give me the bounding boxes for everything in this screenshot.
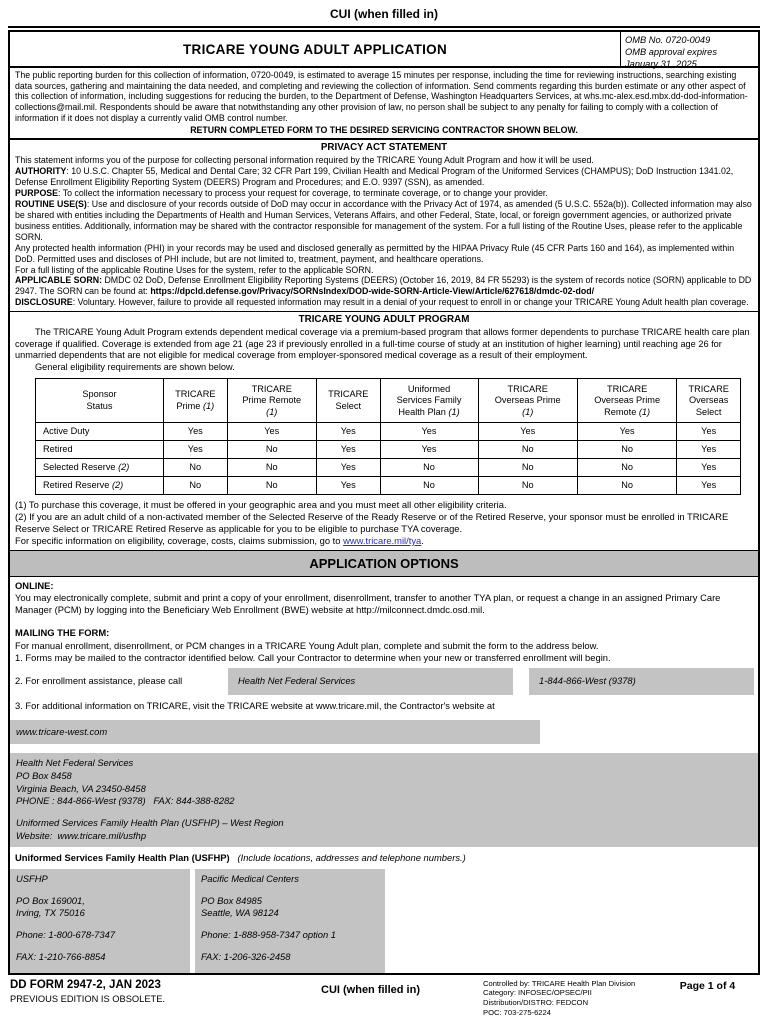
mailing-label: MAILING THE FORM: bbox=[15, 627, 110, 639]
usfhp-location-box-1[interactable]: USFHP PO Box 169001, Irving, TX 75016 Phone: 1-800-678-7347 FAX: 1-210-766-8854 bbox=[10, 869, 190, 973]
eligibility-cell: Yes bbox=[316, 441, 380, 459]
phi-paragraph: Any protected health information (PHI) in your records may be used and disclosed generally as permitted by the HIPAA Privacy Rule (45 CFR Parts 160 and 164), as implemented within DoD. Permitted uses and discloses of PHI include, but are not limited to, treatment, payment, and healthcare operations. bbox=[15, 242, 735, 264]
program-section bbox=[10, 311, 758, 550]
footer-form-id bbox=[10, 979, 258, 1004]
eligibility-cell: Yes bbox=[164, 441, 228, 459]
eligibility-cell: Yes bbox=[577, 423, 676, 441]
routine-use-paragraph: ROUTINE USE(S): Use and disclosure of your records outside of DoD may occur in accordance with the Privacy Act of 1974, as amended (5 U.S.C. 552a(b)). Collected information may also be shared with entities including the Departments of Health and Human Services, Veterans Affairs, and other Federal, State, local, or foreign government agencies, or authorized private business entities. Additionally, information may be shared with the contractor responsible for management of the system. For a full listing of the Routine Uses, please refer to the applicable SORN. bbox=[15, 199, 752, 242]
eligibility-cell: No bbox=[380, 477, 478, 495]
disclosure-paragraph: DISCLOSURE: Voluntary. However, failure to provide all requested information may result in a denial of your request to enroll in or change your TRICARE Young Adult health plan coverage. bbox=[15, 297, 749, 308]
routine-listing-line: For a full listing of the applicable Routine Uses for the system, refer to the applicable SORN. bbox=[15, 264, 374, 275]
sponsor-status-cell: Selected Reserve (2) bbox=[36, 459, 164, 477]
table-header-row bbox=[36, 379, 741, 423]
eligibility-table bbox=[35, 378, 741, 495]
cui-marking-bottom: CUI (when filled in) bbox=[321, 983, 420, 996]
usfhp-locations-row bbox=[10, 869, 758, 973]
eligibility-cell: No bbox=[577, 441, 676, 459]
eligibility-cell: Yes bbox=[380, 423, 478, 441]
controlled-by-block: Controlled by: TRICARE Health Plan Division Category: INFOSEC/OPSEC/PII Distribution/DISTRO: FEDCON POC: 703-275-6224 bbox=[483, 978, 636, 1018]
eligibility-cell: No bbox=[380, 459, 478, 477]
usfhp-heading-label: Uniformed Services Family Health Plan (USFHP) bbox=[15, 852, 230, 864]
sorn-url: https://dpcld.defense.gov/Privacy/SORNsIndex/DOD-wide-SORN-Article-View/Article/627618/dmdc-02-dod/ bbox=[150, 286, 595, 297]
column-header: TRICARE Select bbox=[316, 379, 380, 423]
privacy-act-heading: PRIVACY ACT STATEMENT bbox=[320, 142, 448, 154]
contractor-phone-field[interactable]: 1-844-866-West (9378) bbox=[529, 668, 754, 695]
purpose-label: PURPOSE bbox=[15, 188, 59, 199]
online-text: You may electronically complete, submit and print a copy of your enrollment, disenrollment, transfer to another TYA plan, or request a change in an assigned Primary Care Manager (PCM) by logging into the Beneficiary Web Enrollment (BWE) website at http://milconnect.dmdc.osd.mil. bbox=[15, 591, 721, 616]
table-row bbox=[36, 423, 741, 441]
purpose-paragraph: PURPOSE: To collect the information necessary to process your request for coverage, to terminate coverage, or to change your provider. bbox=[15, 188, 548, 199]
column-header: Sponsor Status bbox=[36, 379, 164, 423]
routine-use-label: ROUTINE USE(S) bbox=[15, 199, 87, 210]
omb-number: OMB No. 0720-0049 bbox=[625, 35, 711, 45]
eligibility-cell: No bbox=[227, 441, 316, 459]
contractor-address-block[interactable]: Health Net Federal Services PO Box 8458 Virginia Beach, VA 23450-8458 PHONE : 844-866-West (9378) FAX: 844-388-8282 Uniformed Services Family Health Plan (USFHP) – West Region Website: www.tricare.mil/usfhp bbox=[10, 753, 758, 847]
eligibility-cell: Yes bbox=[677, 441, 741, 459]
eligibility-cell: No bbox=[478, 477, 577, 495]
burden-statement: The public reporting burden for this collection of information, 0720-0049, is estimated to average 15 minutes per response, including the time for reviewing instructions, searching existing data sources, gathering and maintaining the data needed, and completing and reviewing the collection of information. Send comments regarding this burden estimate or any other aspect of this collection of information, including suggestions for reducing the burden, to the Department of Defense, Washington Headquarters Services, at whs.mc-alex.esd.mbx.dd-dod-information-collections@mail.mil. Respondents should be aware that notwithstanding any other provision of law, no person shall be subject to any penalty for failing to comply with a collection of information if it does not display a currently valid OMB control number. bbox=[15, 70, 748, 123]
return-instruction: RETURN COMPLETED FORM TO THE DESIRED SERVICING CONTRACTOR SHOWN BELOW. bbox=[190, 124, 578, 135]
edition-note: PREVIOUS EDITION IS OBSOLETE. bbox=[10, 993, 165, 1004]
eligibility-cell: Yes bbox=[677, 423, 741, 441]
eligibility-cell: Yes bbox=[677, 459, 741, 477]
column-header: TRICARE Prime Remote (1) bbox=[227, 379, 316, 423]
eligibility-cell: Yes bbox=[316, 477, 380, 495]
eligibility-cell: No bbox=[227, 477, 316, 495]
sponsor-status-cell: Retired Reserve (2) bbox=[36, 477, 164, 495]
privacy-intro: This statement informs you of the purpose for collecting personal information required by the TRICARE Young Adult Program and how it will be used. bbox=[15, 155, 594, 166]
top-rule bbox=[8, 26, 760, 28]
burden-statement-section bbox=[10, 68, 758, 138]
eligibility-cell: No bbox=[164, 459, 228, 477]
program-heading: TRICARE YOUNG ADULT PROGRAM bbox=[298, 314, 470, 326]
contractor-website-field[interactable]: www.tricare-west.com bbox=[10, 720, 540, 744]
disclosure-label: DISCLOSURE bbox=[15, 297, 73, 308]
note-1: (1) To purchase this coverage, it must be offered in your geographic area and you must meet all other eligibility criteria. bbox=[15, 499, 507, 511]
column-header: TRICARE Overseas Prime Remote (1) bbox=[577, 379, 676, 423]
mailing-text: For manual enrollment, disenrollment, or PCM changes in a TRICARE Young Adult plan, complete and submit the form to the address below. bbox=[15, 639, 599, 651]
eligibility-line: General eligibility requirements are shown below. bbox=[35, 361, 235, 372]
omb-block bbox=[620, 32, 758, 70]
mailing-item-3: 3. For additional information on TRICARE, visit the TRICARE website at www.tricare.mil, the Contractor's website at bbox=[15, 700, 495, 712]
usfhp-heading bbox=[10, 847, 758, 868]
cui-marking-top: CUI (when filled in) bbox=[330, 7, 438, 21]
note-3: For specific information on eligibility, coverage, costs, claims submission, go to www.tricare.mil/tya. bbox=[15, 534, 424, 546]
eligibility-cell: No bbox=[577, 477, 676, 495]
privacy-act-section bbox=[10, 138, 758, 311]
eligibility-cell: No bbox=[164, 477, 228, 495]
usfhp-location-box-2[interactable]: Pacific Medical Centers PO Box 84985 Seattle, WA 98124 Phone: 1-888-958-7347 option 1 FAX: 1-206-326-2458 bbox=[195, 869, 385, 973]
table-row bbox=[36, 477, 741, 495]
eligibility-cell: Yes bbox=[380, 441, 478, 459]
title-row bbox=[10, 32, 758, 68]
table-notes bbox=[15, 499, 753, 546]
form-page bbox=[8, 26, 760, 1018]
column-header: Uniformed Services Family Health Plan (1) bbox=[380, 379, 478, 423]
form-title: TRICARE YOUNG ADULT APPLICATION bbox=[182, 41, 448, 57]
page-number: Page 1 of 4 bbox=[679, 979, 736, 992]
eligibility-cell: No bbox=[577, 459, 676, 477]
eligibility-cell: No bbox=[478, 459, 577, 477]
eligibility-cell: Yes bbox=[677, 477, 741, 495]
mailing-item-2-label: 2. For enrollment assistance, please call bbox=[15, 675, 183, 687]
eligibility-cell: Yes bbox=[164, 423, 228, 441]
application-options-section bbox=[10, 577, 758, 973]
eligibility-cell: No bbox=[478, 441, 577, 459]
eligibility-cell: Yes bbox=[227, 423, 316, 441]
column-header: TRICARE Overseas Prime (1) bbox=[478, 379, 577, 423]
table-row bbox=[36, 441, 741, 459]
column-header: TRICARE Overseas Select bbox=[677, 379, 741, 423]
sponsor-status-cell: Retired bbox=[36, 441, 164, 459]
contractor-name-field[interactable]: Health Net Federal Services bbox=[228, 668, 513, 695]
sorn-label: APPLICABLE SORN: bbox=[15, 275, 102, 286]
authority-label: AUTHORITY bbox=[15, 166, 67, 177]
usfhp-heading-note: (Include locations, addresses and telephone numbers.) bbox=[237, 852, 466, 864]
tricare-tya-link[interactable]: www.tricare.mil/tya bbox=[343, 534, 422, 546]
online-label: ONLINE: bbox=[15, 579, 54, 591]
omb-expires-date: January 31, 2025 bbox=[625, 59, 697, 70]
eligibility-cell: No bbox=[227, 459, 316, 477]
form-number: DD FORM 2947-2, JAN 2023 bbox=[10, 978, 161, 991]
sponsor-status-cell: Active Duty bbox=[36, 423, 164, 441]
note-2: (2) If you are an adult child of a non-activated member of the Selected Reserve of the Ready Reserve or of the Retired Reserve, your sponsor must be enrolled in TRICARE Reserve Select or TRICARE Retired Reserve as applicable for you to be eligible to purchase TYA coverage. bbox=[15, 511, 729, 535]
program-description: The TRICARE Young Adult Program extends dependent medical coverage via a premium-based program that allows former dependents to purchase TRICARE health care plan coverage if qualified. Coverage is extended from age 21 (age 23 if previously enrolled in a full-time course of study at an institution of higher learning) until reaching age 26 for unmarried dependents that are not eligible for medical coverage from employer-sponsored medical coverage as a result of their employment. bbox=[15, 327, 750, 361]
mailing-item-1: 1. Forms may be mailed to the contractor identified below. Call your Contractor to determine when your new or transferred enrollment will begin. bbox=[15, 651, 611, 663]
sorn-paragraph: APPLICABLE SORN: DMDC 02 DoD, Defense Enrollment Eligibility Reporting Systems (DEERS) (October 16, 2019, 84 FR 55293) is the system of records notice (SORN) applicable to DD 2947. The SORN can be found at: https://dpcld.defense.gov/Privacy/SORNsIndex/DOD-wide-SORN-Article-View/Article/627618/dmdc-02-dod/ bbox=[15, 275, 752, 297]
application-options-banner: APPLICATION OPTIONS bbox=[10, 550, 758, 577]
omb-expires-label: OMB approval expires bbox=[625, 47, 717, 58]
form-body bbox=[8, 30, 760, 975]
eligibility-cell: Yes bbox=[478, 423, 577, 441]
eligibility-cell: Yes bbox=[316, 459, 380, 477]
column-header: TRICARE Prime (1) bbox=[164, 379, 228, 423]
eligibility-cell: Yes bbox=[316, 423, 380, 441]
table-row bbox=[36, 459, 741, 477]
page-footer bbox=[8, 975, 760, 1018]
authority-paragraph: AUTHORITY: 10 U.S.C. Chapter 55, Medical and Dental Care; 32 CFR Part 199, Civilian Health and Medical Program of the Uniformed Services (CHAMPUS); DoD Instruction 1341.02, Defense Enrollment Eligibility Reporting System (DEERS) Program and Procedures; and E.O. 9397 (SSN), as amended. bbox=[15, 166, 734, 188]
enrollment-assistance-row bbox=[10, 668, 758, 695]
